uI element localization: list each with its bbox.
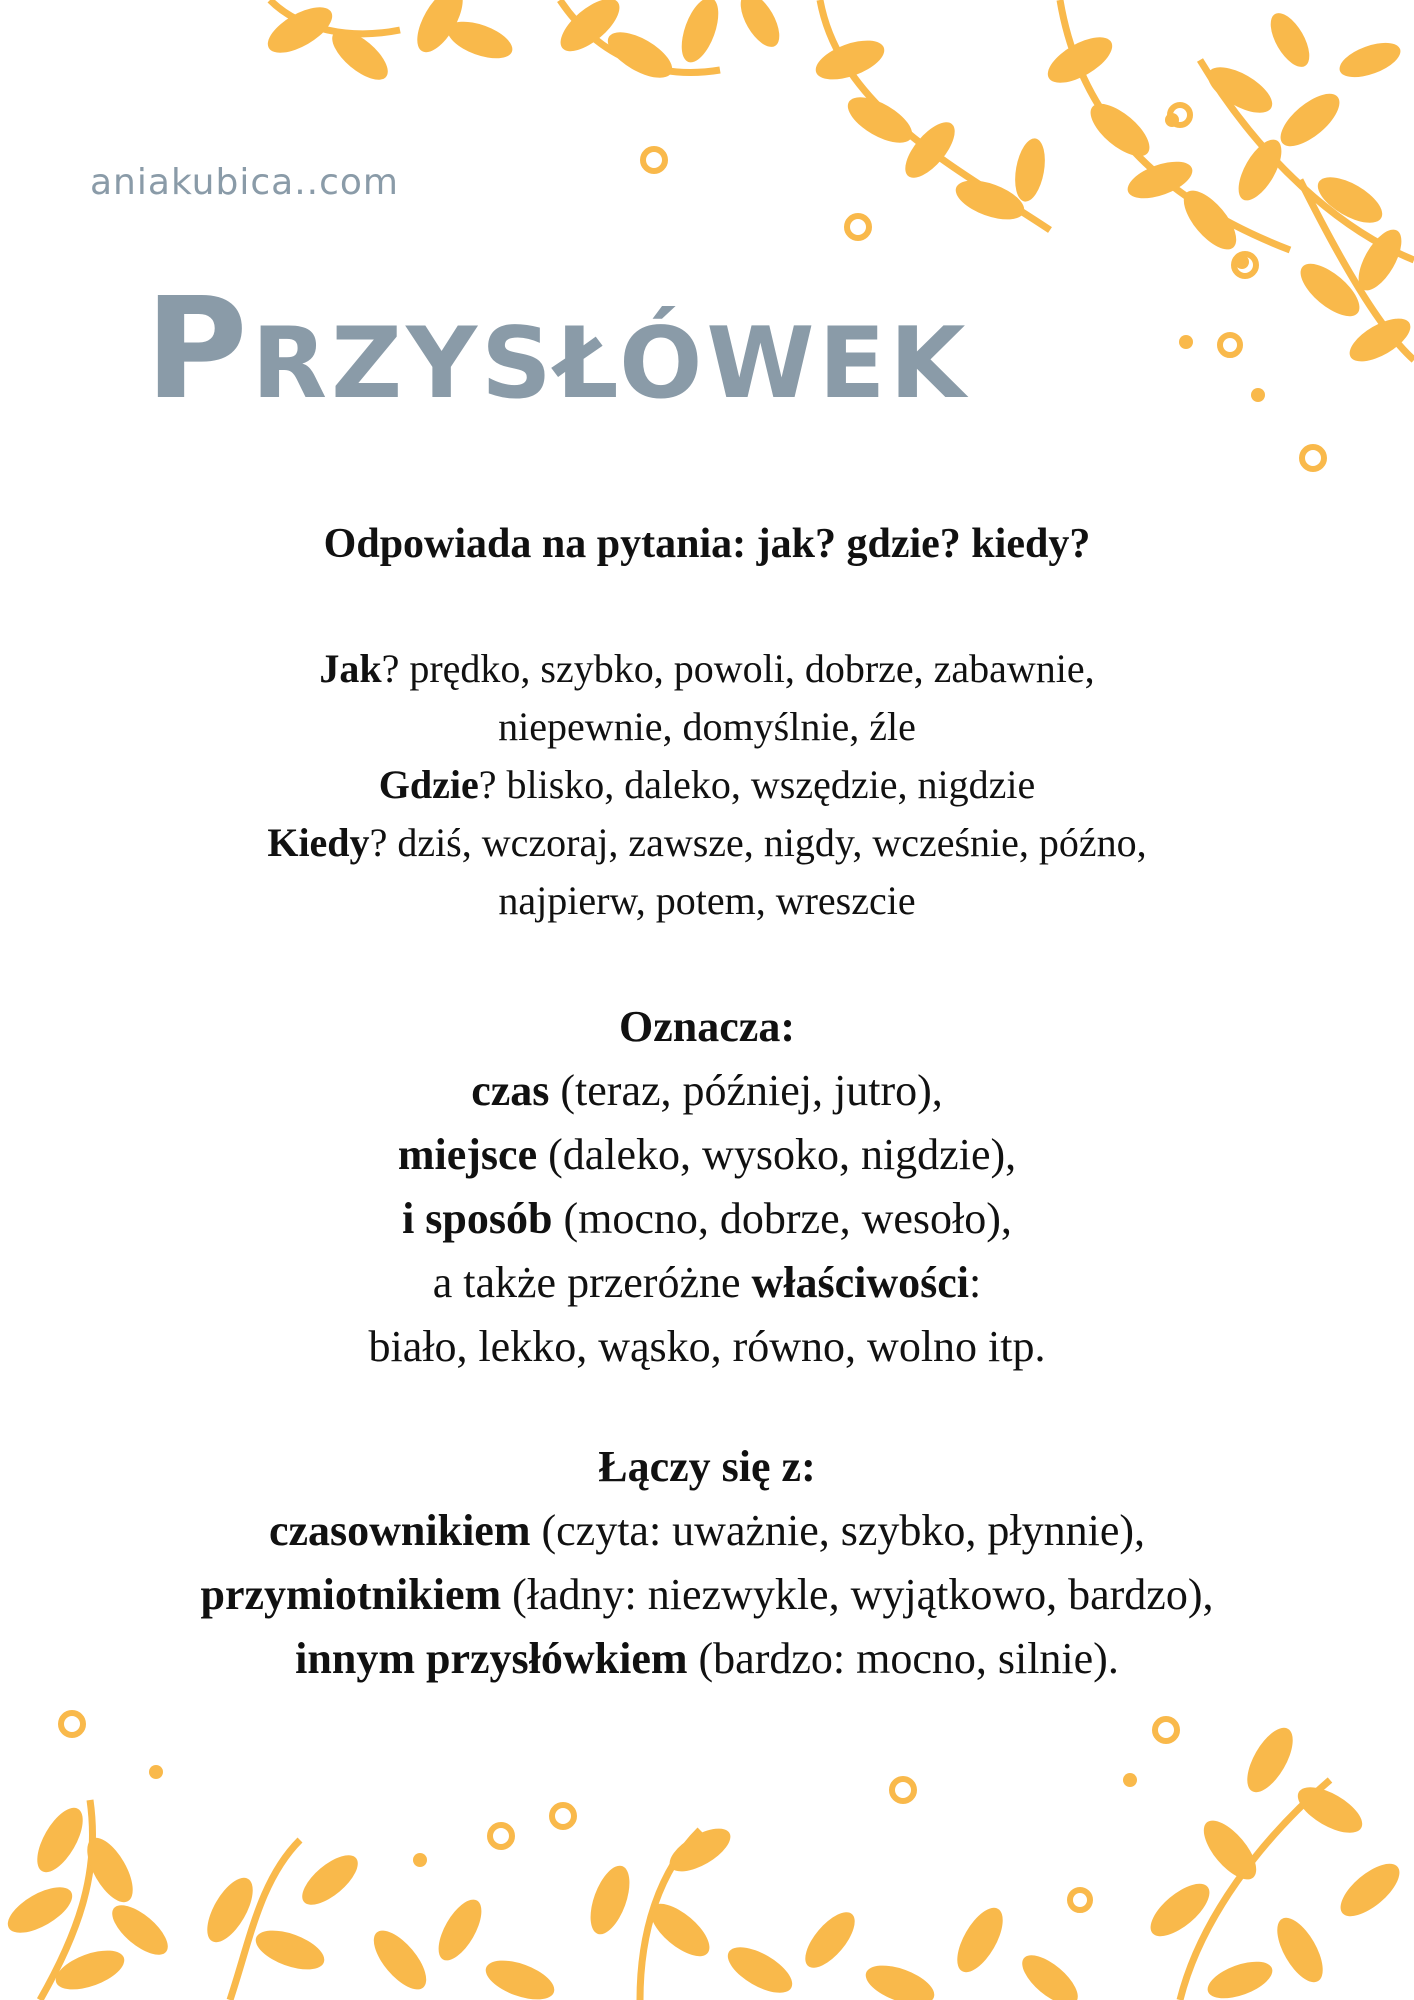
kiedy-line-1: Kiedy? dziś, wczoraj, zawsze, nigdy, wcześnie, późno,	[267, 820, 1147, 865]
oznacza-section	[0, 995, 1414, 1379]
jak-label: Jak	[319, 646, 382, 691]
bottom-foliage-decoration	[0, 1700, 1414, 2000]
site-name: aniakubica..com	[90, 162, 399, 203]
czasownik-line: czasownikiem (czyta: uważnie, szybko, płynnie),	[268, 1506, 1146, 1555]
czas-line: czas (teraz, później, jutro),	[471, 1066, 943, 1115]
gdzie-line: Gdzie? blisko, daleko, wszędzie, nigdzie	[378, 762, 1036, 807]
miejsce-line: miejsce (daleko, wysoko, nigdzie),	[397, 1130, 1017, 1179]
jak-line-1: Jak? prędko, szybko, powoli, dobrze, zabawnie,	[319, 646, 1095, 691]
laczy-section	[0, 1435, 1414, 1691]
intro-text: Odpowiada na pytania: jak? gdzie? kiedy?	[323, 521, 1091, 567]
laczy-heading: Łączy się z:	[598, 1442, 816, 1491]
questions-section	[0, 640, 1414, 930]
oznacza-heading: Oznacza:	[619, 1002, 795, 1051]
page-title: Przysłówek	[145, 268, 970, 431]
wlasciwosci-line: a także przeróżne właściwości:	[432, 1258, 982, 1307]
kiedy-line-2: najpierw, potem, wreszcie	[498, 878, 916, 923]
przyslowek-line: innym przysłówkiem (bardzo: mocno, silnie).	[295, 1634, 1119, 1683]
gdzie-label: Gdzie	[378, 762, 479, 807]
sposob-line: i sposób (mocno, dobrze, wesoło),	[402, 1194, 1012, 1243]
przymiotnik-line: przymiotnikiem (ładny: niezwykle, wyjątkowo, bardzo),	[200, 1570, 1214, 1619]
examples-line: biało, lekko, wąsko, równo, wolno itp.	[368, 1322, 1046, 1371]
kiedy-label: Kiedy	[267, 820, 370, 865]
intro-section	[0, 515, 1414, 573]
jak-line-2: niepewnie, domyślnie, źle	[498, 704, 916, 749]
